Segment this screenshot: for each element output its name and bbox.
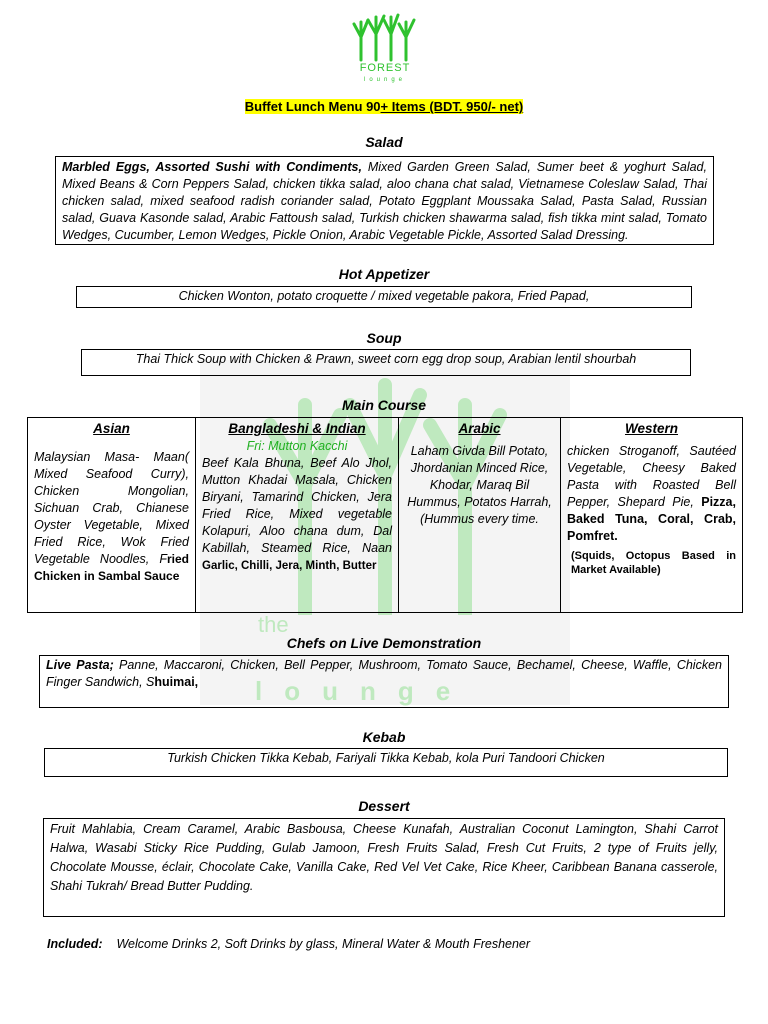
kebab-box <box>44 748 728 777</box>
arabic-text: Laham Givda Bill Potato, Jhordanian Minced Rice, Khodar, Maraq Bil Hummus, Potatos Harrah, (Hummus every time. <box>407 444 552 526</box>
watermark-lounge-text: lounge <box>255 676 473 706</box>
western-title: Western <box>624 421 679 436</box>
western-bold: Pizza, Baked Tuna, Coral, Crab, Pomfret. <box>567 495 736 543</box>
dessert-heading: Dessert <box>358 798 410 814</box>
watermark-the-text: the <box>258 612 289 637</box>
salad-text: Mixed Garden Green Salad, Sumer beet & yoghurt Salad, Mixed Beans & Corn Peppers Salad, chicken tikka salad, aloo chana chat salad, Vietnamese Coleslaw Salad, Thai chicken salad, mixed seafood radish coriander salad, Potato Eggplant Moussaka Salad, Pasta Salad, Russian salad, Guava Kasonde salad, Arabic Fattoush salad, Turkish chicken shawarma salad, fish tikka mint salad, Tomato Wedges, Cucumber, Lemon Wedges, Pickle Onion, Arabic Vegetable Pickle, Assorted Salad Dressing. <box>62 160 707 242</box>
chefs-box <box>39 655 729 708</box>
logo-text: FOREST <box>359 62 411 74</box>
logo-subtext: lounge <box>363 77 407 83</box>
chefs-bold: Live Pasta; <box>46 658 114 672</box>
main-course-table <box>27 417 743 613</box>
western-text: chicken Stroganoff, Sautéed Vegetable, Cheesy Baked Pasta with Roasted Bell Pepper, Shepard Pie, <box>567 444 736 509</box>
chefs-bold2: huimai, <box>154 675 199 689</box>
dessert-text: Fruit Mahlabia, Cream Caramel, Arabic Basbousa, Cheese Kunafah, Australian Coconut Lamington, Shahi Carrot Halwa, Wasabi Sticky Rice Pudding, Gulab Jamoon, Fresh Fruits Salad, Fresh Cut Fruits, 2 type of Fruits jelly, Chocolate Mousse, éclair, Chocolate Cake, Vanilla Cake, Red Vel Vet Cake, Rice Kheer, Caribbean Banana casserole, Shahi Tukrah/ Bread Butter Pudding. <box>50 822 718 893</box>
western-note: (Squids, Octopus Based in Market Available) <box>571 550 736 576</box>
asian-column <box>28 418 196 613</box>
arabic-title: Arabic <box>458 421 501 436</box>
soup-text: Thai Thick Soup with Chicken & Prawn, sweet corn egg drop soup, Arabian lentil shourbah <box>135 352 637 366</box>
included-label: Included: <box>47 937 103 951</box>
salad-bold: Marbled Eggs, Assorted Sushi with Condiments, <box>62 160 362 174</box>
arabic-column <box>399 418 561 613</box>
title-part2: + Items (BDT. 950/- net) <box>380 99 524 114</box>
page-title <box>0 99 768 114</box>
kebab-text: Turkish Chicken Tikka Kebab, Fariyali Tikka Kebab, kola Puri Tandoori Chicken <box>167 751 605 765</box>
main-course-heading: Main Course <box>341 397 426 413</box>
chefs-heading: Chefs on Live Demonstration <box>286 635 482 651</box>
chefs-text: Panne, Maccaroni, Chicken, Bell Pepper, Mushroom, Tomato Sauce, Bechamel, Cheese, Waffle, Chicken Finger Sandwich, S <box>46 658 722 689</box>
included-text: Welcome Drinks 2, Soft Drinks by glass, Mineral Water & Mouth Freshener <box>116 937 531 951</box>
western-column <box>561 418 743 613</box>
hot-appetizer-text: Chicken Wonton, potato croquette / mixed vegetable pakora, Fried Papad, <box>178 289 590 303</box>
asian-bold: ried Chicken in Sambal Sauce <box>34 552 189 583</box>
included-line <box>47 937 530 951</box>
kebab-heading: Kebab <box>362 729 406 745</box>
bangladeshi-text: Beef Kala Bhuna, Beef Alo Jhol, Mutton Khadai Masala, Chicken Biryani, Tamarind Chicken, Jera Fried Rice, Mixed vegetable Kolapuri, Aloo chana dum, Dal Kabillah, Steamed Rice, Naan <box>202 456 392 555</box>
hot-appetizer-box <box>76 286 692 308</box>
salad-box <box>55 156 714 245</box>
soup-heading: Soup <box>366 330 402 346</box>
bangladeshi-title: Bangladeshi & Indian <box>228 421 366 436</box>
dessert-box <box>43 818 725 917</box>
asian-text: Malaysian Masa- Maan( Mixed Seafood Curry), Chicken Mongolian, Sichuan Crab, Chianese Oyster Vegetable, Mixed Fried Rice, Wok Fried Vegetable Noodles, F <box>34 450 189 566</box>
title-part1: Buffet Lunch Menu 90 <box>244 99 381 114</box>
soup-box <box>81 349 691 376</box>
bangladeshi-note: Fri: Mutton Kacchi <box>246 439 348 453</box>
asian-title: Asian <box>93 421 130 436</box>
bangladeshi-column <box>196 418 399 613</box>
salad-heading: Salad <box>365 134 403 150</box>
hot-appetizer-heading: Hot Appetizer <box>338 266 430 282</box>
bangladeshi-bold: Garlic, Chilli, Jera, Minth, Butter <box>202 560 377 572</box>
